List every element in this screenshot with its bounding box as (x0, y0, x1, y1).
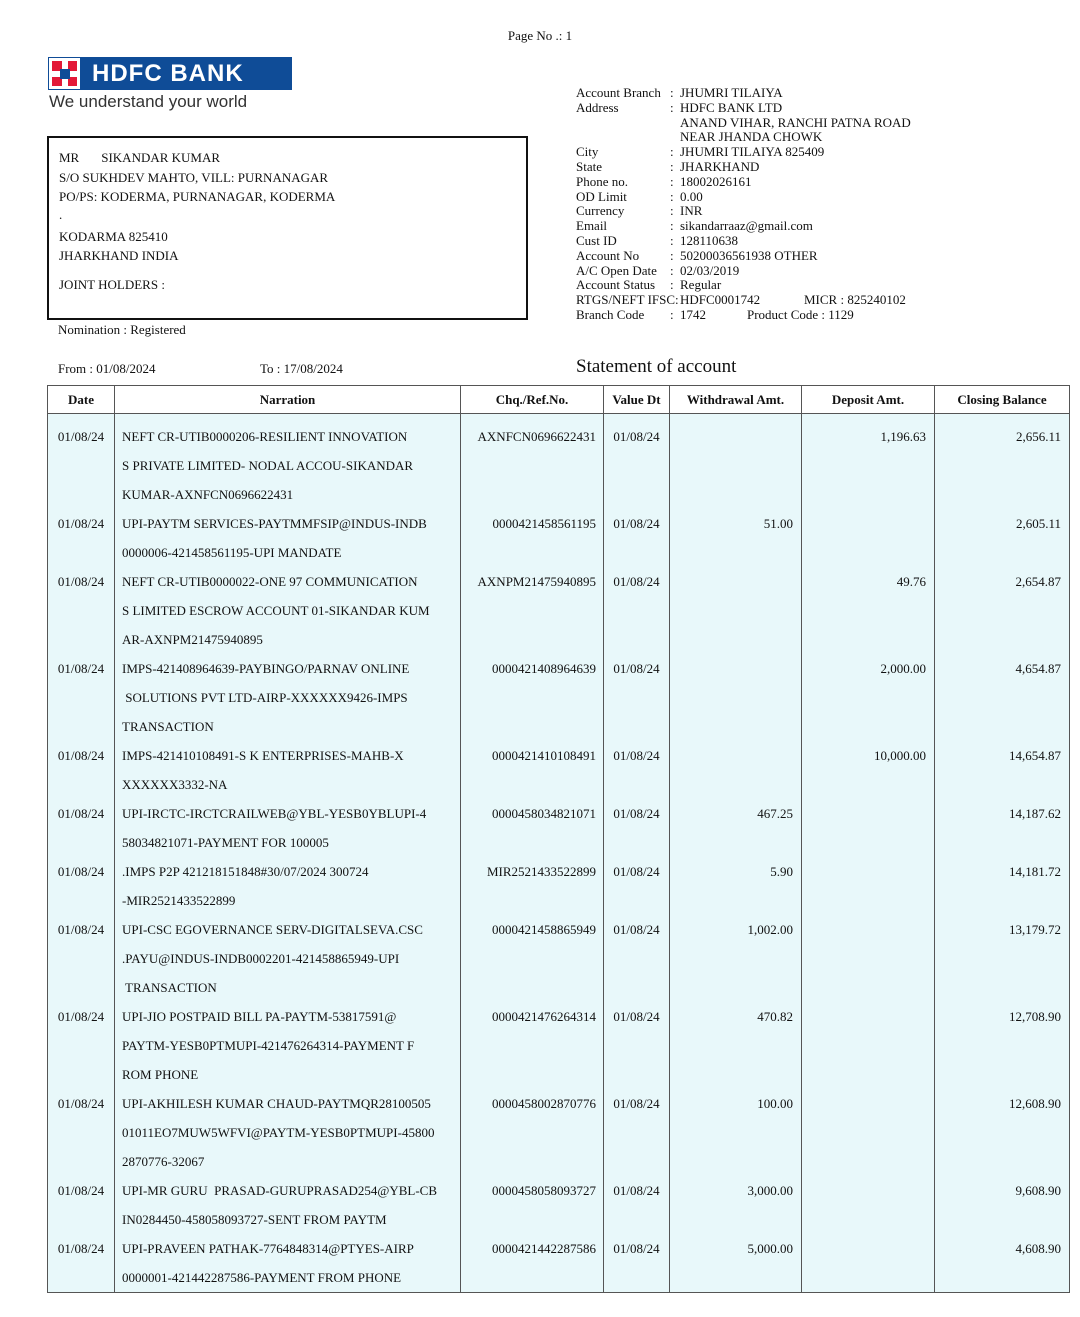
txn-value-date (604, 915, 670, 1002)
txn-date-value: 01/08/24 (57, 1009, 105, 1024)
account-colon: : (670, 158, 674, 174)
account-ifsc-value: HDFC0001742 (680, 292, 761, 308)
txn-ref-no (461, 915, 604, 1002)
txn-narration-line: 0000006-421458561195-UPI MANDATE (122, 545, 342, 560)
account-detail-value: 18002026161 (680, 173, 752, 189)
txn-closing-balance (935, 1176, 1070, 1234)
account-detail-value: sikandarraaz@gmail.com (680, 218, 813, 234)
txn-closing-balance-value: 9,608.90 (1015, 1183, 1061, 1198)
txn-narration-line: IMPS-421410108491-S K ENTERPRISES-MAHB-X (122, 748, 404, 763)
account-colon: : (670, 85, 674, 100)
txn-date-value: 01/08/24 (57, 429, 105, 444)
txn-narration-line: NEFT CR-UTIB0000206-RESILIENT INNOVATION (122, 429, 408, 444)
account-detail-value: JHUMRI TILAIYA (680, 85, 783, 100)
txn-ref-no-value: 0000421410108491 (492, 748, 596, 763)
account-colon: : (670, 188, 674, 204)
account-detail-label (576, 116, 670, 131)
txn-value-date (604, 1089, 670, 1176)
account-colon: : (670, 99, 674, 115)
txn-deposit (802, 1234, 935, 1293)
header-date: Date (48, 386, 115, 414)
txn-withdrawal-value: 3,000.00 (747, 1183, 793, 1198)
txn-ref-no (461, 799, 604, 857)
txn-narration-line: S LIMITED ESCROW ACCOUNT 01-SIKANDAR KUM (122, 603, 430, 618)
txn-date-value: 01/08/24 (57, 516, 105, 531)
account-detail-label: City (576, 144, 599, 160)
account-detail-row (576, 86, 911, 101)
header-narration: Narration (115, 386, 461, 414)
txn-narration-line: PAYTM-YESB0PTMUPI-421476264314-PAYMENT F (122, 1038, 415, 1053)
account-detail-label: Currency (576, 203, 625, 219)
txn-closing-balance (935, 654, 1070, 741)
txn-withdrawal (670, 654, 802, 741)
account-detail-value: ANAND VIHAR, RANCHI PATNA ROAD (680, 114, 911, 130)
txn-narration-line: 0000001-421442287586-PAYMENT FROM PHONE (122, 1270, 402, 1285)
table-row (48, 1234, 1070, 1293)
account-detail-row (576, 130, 911, 145)
txn-withdrawal (670, 1002, 802, 1089)
txn-narration-line: UPI-AKHILESH KUMAR CHAUD-PAYTMQR28100505 (122, 1096, 431, 1111)
txn-value-date-value: 01/08/24 (613, 1009, 660, 1024)
txn-closing-balance-value: 12,608.90 (1009, 1096, 1061, 1111)
header-value-date: Value Dt (604, 386, 670, 414)
txn-ref-no-value: 0000421458865949 (492, 922, 596, 937)
txn-closing-balance-value: 2,656.11 (1015, 429, 1061, 444)
account-micr: MICR : 825240102 (804, 292, 906, 308)
txn-narration (115, 1176, 461, 1234)
bank-tagline: We understand your world (49, 92, 248, 111)
txn-date (48, 1176, 115, 1234)
customer-address-line-3: . (59, 207, 63, 222)
txn-ref-no (461, 741, 604, 799)
txn-narration-line: XXXXXX3332-NA (122, 777, 228, 792)
account-detail-value: 128110638 (680, 232, 739, 248)
txn-ref-no-value: 0000421408964639 (492, 661, 596, 676)
account-colon: : (670, 203, 674, 219)
txn-date (48, 1002, 115, 1089)
txn-date-value: 01/08/24 (57, 922, 105, 937)
txn-narration-line: 01011EO7MUW5WFVI@PAYTM-YESB0PTMUPI-45800 (122, 1125, 435, 1140)
txn-deposit (802, 509, 935, 567)
txn-narration-line: UPI-IRCTC-IRCTCRAILWEB@YBL-YESB0YBLUPI-4 (122, 806, 427, 821)
txn-closing-balance-value: 4,654.87 (1015, 661, 1061, 676)
page-number: Page No .: 1 (507, 28, 573, 43)
customer-address-line-2: PO/PS: KODERMA, PURNANAGAR, KODERMA (59, 189, 336, 204)
account-detail-row (576, 101, 911, 116)
txn-closing-balance-value: 2,654.87 (1015, 574, 1061, 589)
txn-closing-balance (935, 1234, 1070, 1293)
period-from: From : 01/08/2024 (58, 361, 156, 376)
account-detail-value: 02/03/2019 (680, 262, 740, 278)
txn-narration-line: TRANSACTION (122, 980, 217, 995)
txn-narration-line: KUMAR-AXNFCN0696622431 (122, 487, 294, 502)
txn-narration-line: UPI-PAYTM SERVICES-PAYTMMFSIP@INDUS-INDB (122, 516, 427, 531)
txn-withdrawal-value: 5,000.00 (747, 1241, 793, 1256)
txn-value-date (604, 567, 670, 654)
account-colon: : (670, 173, 674, 189)
txn-narration-line: UPI-PRAVEEN PATHAK-7764848314@PTYES-AIRP (122, 1241, 414, 1256)
period-to: To : 17/08/2024 (260, 361, 343, 376)
txn-narration-line: 2870776-32067 (122, 1154, 205, 1169)
txn-closing-balance (935, 509, 1070, 567)
txn-deposit (802, 741, 935, 799)
txn-closing-balance (935, 915, 1070, 1002)
account-detail-label (576, 130, 670, 145)
txn-value-date-value: 01/08/24 (613, 806, 660, 821)
account-detail-value: 50200036561938 OTHER (680, 247, 818, 263)
customer-title: MR (59, 150, 80, 165)
account-colon: : (670, 144, 674, 160)
txn-ref-no-value: 0000458034821071 (492, 806, 596, 821)
txn-closing-balance (935, 741, 1070, 799)
txn-closing-balance (935, 567, 1070, 654)
txn-ref-no-value: 0000421458561195 (492, 516, 596, 531)
table-row (48, 1089, 1070, 1176)
account-colon (670, 130, 680, 145)
statement-title: Statement of account (576, 356, 737, 377)
txn-ref-no (461, 857, 604, 915)
txn-withdrawal (670, 741, 802, 799)
txn-narration-line: ROM PHONE (122, 1067, 199, 1082)
txn-closing-balance-value: 4,608.90 (1015, 1241, 1061, 1256)
account-detail-row (576, 190, 911, 205)
txn-narration-line: .IMPS P2P 421218151848#30/07/2024 300724 (122, 864, 369, 879)
txn-narration-line: TRANSACTION (122, 719, 214, 734)
txn-date-value: 01/08/24 (57, 864, 105, 879)
account-branch-code-value: 1742 (680, 306, 706, 322)
txn-narration (115, 1234, 461, 1293)
account-detail-row (576, 219, 911, 234)
txn-withdrawal (670, 1176, 802, 1234)
txn-deposit-value: 1,196.63 (880, 429, 926, 444)
account-detail-value: JHARKHAND (680, 158, 760, 174)
account-detail-label: OD Limit (576, 188, 627, 204)
txn-withdrawal (670, 1234, 802, 1293)
txn-date (48, 567, 115, 654)
txn-date (48, 509, 115, 567)
txn-withdrawal (670, 509, 802, 567)
txn-closing-balance (935, 857, 1070, 915)
txn-withdrawal-value: 1,002.00 (747, 922, 793, 937)
txn-ref-no-value: 0000458002870776 (492, 1096, 596, 1111)
account-detail-value: JHUMRI TILAIYA 825409 (680, 144, 825, 160)
table-header-row (48, 386, 1070, 414)
txn-date (48, 857, 115, 915)
txn-date-value: 01/08/24 (57, 661, 105, 676)
txn-closing-balance-value: 13,179.72 (1009, 922, 1061, 937)
txn-value-date-value: 01/08/24 (613, 661, 660, 676)
txn-value-date (604, 1002, 670, 1089)
txn-date (48, 1089, 115, 1176)
txn-narration-line: UPI-CSC EGOVERNANCE SERV-DIGITALSEVA.CSC (122, 922, 423, 937)
txn-narration-line: AR-AXNPM21475940895 (122, 632, 263, 647)
customer-address-line-1: S/O SUKHDEV MAHTO, VILL: PURNANAGAR (59, 170, 329, 185)
txn-value-date-value: 01/08/24 (613, 748, 660, 763)
txn-ref-no-value: 0000421476264314 (492, 1009, 596, 1024)
table-row (48, 414, 1070, 510)
txn-date (48, 654, 115, 741)
table-row (48, 509, 1070, 567)
txn-narration (115, 1089, 461, 1176)
txn-value-date-value: 01/08/24 (613, 1241, 660, 1256)
table-row (48, 741, 1070, 799)
account-colon: : (670, 218, 674, 234)
account-detail-row (576, 145, 911, 160)
table-row (48, 799, 1070, 857)
txn-value-date (604, 654, 670, 741)
txn-ref-no (461, 1176, 604, 1234)
txn-withdrawal-value: 51.00 (763, 516, 793, 531)
txn-narration (115, 509, 461, 567)
txn-date-value: 01/08/24 (57, 574, 105, 589)
customer-name: SIKANDAR KUMAR (101, 150, 221, 165)
table-row (48, 1002, 1070, 1089)
header-ref-no: Chq./Ref.No. (461, 386, 604, 414)
txn-date-value: 01/08/24 (57, 1183, 105, 1198)
txn-narration (115, 654, 461, 741)
txn-value-date (604, 509, 670, 567)
txn-value-date-value: 01/08/24 (613, 922, 660, 937)
txn-ref-no (461, 1234, 604, 1293)
txn-deposit-value: 49.76 (896, 574, 926, 589)
table-row (48, 654, 1070, 741)
txn-withdrawal-value: 5.90 (770, 864, 793, 879)
txn-ref-no-value: AXNFCN0696622431 (477, 429, 596, 444)
account-detail-value: HDFC BANK LTD (680, 99, 783, 115)
txn-closing-balance-value: 14,187.62 (1009, 806, 1061, 821)
account-detail-label: Email (576, 218, 608, 234)
txn-narration-line: UPI-MR GURU PRASAD-GURUPRASAD254@YBL-CB (122, 1183, 437, 1198)
account-detail-row (576, 249, 911, 264)
txn-value-date (604, 1234, 670, 1293)
txn-narration-line: S PRIVATE LIMITED- NODAL ACCOU-SIKANDAR (122, 458, 414, 473)
txn-narration (115, 414, 461, 510)
customer-city-pin: KODARMA 825410 (59, 229, 168, 244)
txn-narration-line: IMPS-421408964639-PAYBINGO/PARNAV ONLINE (122, 661, 410, 676)
account-detail-label: Account Status (576, 277, 656, 293)
txn-deposit (802, 414, 935, 510)
txn-ref-no (461, 509, 604, 567)
txn-value-date (604, 799, 670, 857)
txn-date (48, 915, 115, 1002)
table-row (48, 857, 1070, 915)
account-detail-value: INR (680, 203, 703, 219)
txn-ref-no (461, 567, 604, 654)
txn-withdrawal-value: 470.82 (757, 1009, 793, 1024)
account-detail-row (576, 175, 911, 190)
txn-value-date-value: 01/08/24 (613, 1096, 660, 1111)
txn-closing-balance-value: 14,181.72 (1009, 864, 1061, 879)
account-detail-label: Account No (576, 247, 640, 263)
hdfc-logo-mark-icon (48, 57, 81, 90)
txn-narration-line: IN0284450-458058093727-SENT FROM PAYTM (122, 1212, 387, 1227)
account-colon: : (670, 306, 674, 322)
txn-value-date (604, 857, 670, 915)
nomination-status: Nomination : Registered (58, 322, 186, 337)
table-row (48, 1176, 1070, 1234)
txn-deposit (802, 915, 935, 1002)
txn-narration (115, 799, 461, 857)
txn-date (48, 799, 115, 857)
joint-holders-label: JOINT HOLDERS : (59, 277, 165, 292)
txn-value-date (604, 741, 670, 799)
txn-closing-balance-value: 14,654.87 (1009, 748, 1061, 763)
txn-narration (115, 741, 461, 799)
txn-deposit (802, 1089, 935, 1176)
header-closing-balance: Closing Balance (935, 386, 1070, 414)
txn-deposit-value: 2,000.00 (880, 661, 926, 676)
txn-ref-no-value: 0000458058093727 (492, 1183, 596, 1198)
txn-withdrawal (670, 1089, 802, 1176)
txn-date-value: 01/08/24 (57, 806, 105, 821)
txn-value-date-value: 01/08/24 (613, 574, 660, 589)
txn-narration-line: -MIR2521433522899 (122, 893, 236, 908)
txn-withdrawal-value: 100.00 (757, 1096, 793, 1111)
txn-ref-no (461, 414, 604, 510)
account-detail-value: Regular (680, 277, 722, 293)
txn-closing-balance-value: 12,708.90 (1009, 1009, 1061, 1024)
txn-ref-no (461, 1089, 604, 1176)
txn-withdrawal (670, 799, 802, 857)
txn-narration (115, 1002, 461, 1089)
account-branch-code-label: Branch Code (576, 306, 645, 322)
header-withdrawal: Withdrawal Amt. (670, 386, 802, 414)
account-colon: : (670, 277, 674, 293)
account-detail-row (576, 116, 911, 131)
table-row (48, 567, 1070, 654)
txn-date (48, 1234, 115, 1293)
txn-closing-balance (935, 799, 1070, 857)
txn-ref-no-value: 0000421442287586 (492, 1241, 596, 1256)
txn-ref-no (461, 654, 604, 741)
account-detail-value: 0.00 (680, 188, 703, 204)
account-detail-row (576, 278, 911, 293)
txn-narration-line: NEFT CR-UTIB0000022-ONE 97 COMMUNICATION (122, 574, 418, 589)
customer-address-box (47, 136, 528, 320)
txn-date-value: 01/08/24 (57, 748, 105, 763)
customer-state-country: JHARKHAND INDIA (59, 248, 179, 263)
txn-deposit (802, 799, 935, 857)
account-branch-code-row (576, 308, 911, 323)
account-detail-label: Account Branch (576, 85, 661, 100)
txn-date (48, 741, 115, 799)
txn-value-date-value: 01/08/24 (613, 864, 660, 879)
txn-value-date-value: 01/08/24 (613, 429, 660, 444)
txn-value-date (604, 414, 670, 510)
account-product-code: Product Code : 1129 (747, 306, 854, 322)
table-row (48, 915, 1070, 1002)
txn-narration-line: UPI-JIO POSTPAID BILL PA-PAYTM-53817591@ (122, 1009, 397, 1024)
txn-withdrawal (670, 857, 802, 915)
transactions-table (47, 385, 1070, 1293)
txn-value-date-value: 01/08/24 (613, 1183, 660, 1198)
txn-date-value: 01/08/24 (57, 1096, 105, 1111)
txn-narration-line: .PAYU@INDUS-INDB0002201-421458865949-UPI (122, 951, 400, 966)
account-colon (670, 116, 680, 131)
account-detail-label: Phone no. (576, 173, 628, 189)
account-ifsc-row (576, 293, 911, 308)
txn-ref-no (461, 1002, 604, 1089)
account-detail-value: NEAR JHANDA CHOWK (680, 129, 823, 145)
account-detail-label: Cust ID (576, 232, 617, 248)
txn-narration (115, 567, 461, 654)
txn-date-value: 01/08/24 (57, 1241, 105, 1256)
txn-deposit (802, 1002, 935, 1089)
txn-withdrawal (670, 567, 802, 654)
txn-closing-balance (935, 1089, 1070, 1176)
txn-deposit (802, 857, 935, 915)
account-detail-label: A/C Open Date (576, 262, 657, 278)
txn-value-date (604, 1176, 670, 1234)
txn-deposit-value: 10,000.00 (874, 748, 926, 763)
txn-withdrawal (670, 915, 802, 1002)
account-detail-row (576, 160, 911, 175)
bank-name: HDFC BANK (92, 60, 244, 87)
account-detail-row (576, 234, 911, 249)
account-detail-row (576, 264, 911, 279)
txn-deposit (802, 654, 935, 741)
account-ifsc-label: RTGS/NEFT IFSC: (576, 292, 679, 308)
txn-closing-balance-value: 2,605.11 (1015, 516, 1061, 531)
txn-narration-line: SOLUTIONS PVT LTD-AIRP-XXXXXX9426-IMPS (122, 690, 408, 705)
account-detail-label: State (576, 158, 602, 174)
account-colon: : (670, 247, 674, 263)
header-deposit: Deposit Amt. (802, 386, 935, 414)
hdfc-bank-logo (48, 57, 293, 115)
txn-closing-balance (935, 1002, 1070, 1089)
customer-name-line (59, 150, 220, 166)
txn-deposit (802, 567, 935, 654)
txn-narration (115, 915, 461, 1002)
txn-deposit (802, 1176, 935, 1234)
account-colon: : (670, 262, 674, 278)
txn-narration (115, 857, 461, 915)
txn-value-date-value: 01/08/24 (613, 516, 660, 531)
account-detail-row (576, 204, 911, 219)
txn-ref-no-value: MIR2521433522899 (486, 864, 596, 879)
account-colon: : (670, 232, 674, 248)
account-detail-label: Address (576, 99, 619, 115)
txn-withdrawal-value: 467.25 (757, 806, 793, 821)
txn-ref-no-value: AXNPM21475940895 (477, 574, 596, 589)
txn-withdrawal (670, 414, 802, 510)
txn-closing-balance (935, 414, 1070, 510)
txn-date (48, 414, 115, 510)
account-details (576, 86, 911, 323)
txn-narration-line: 58034821071-PAYMENT FOR 100005 (122, 835, 329, 850)
